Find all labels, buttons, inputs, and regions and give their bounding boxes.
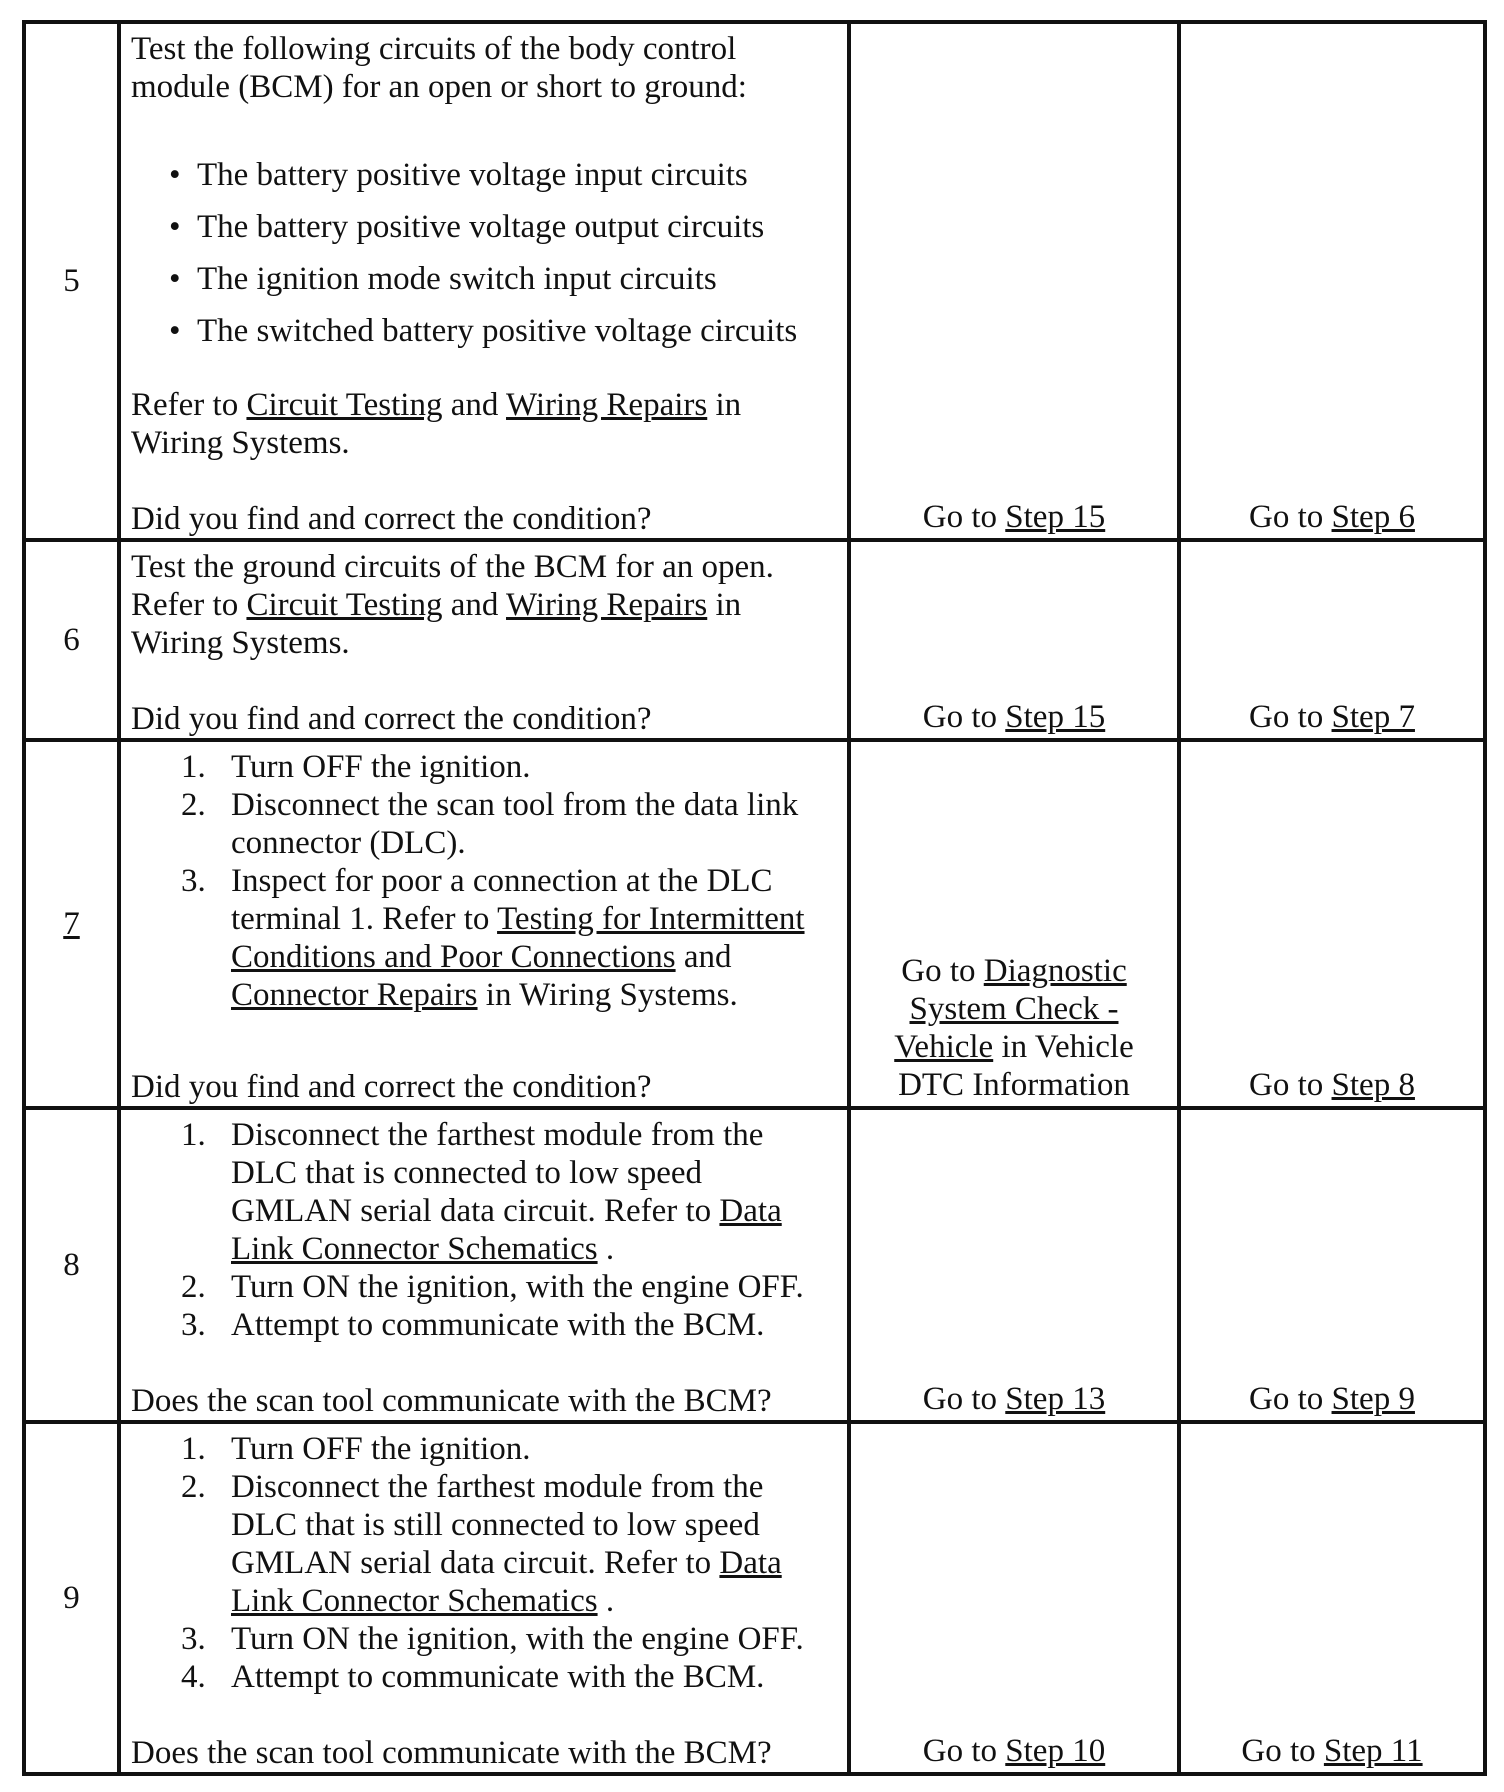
step-number xyxy=(24,740,119,1108)
circuit-testing-link[interactable]: Circuit Testing xyxy=(246,587,443,623)
list-item: 1. Disconnect the farthest module from the DLC that is connected to low speed GMLAN serial data circuit. Refer to Data Link Connector Schematics . xyxy=(181,1117,782,1267)
table-row xyxy=(24,1108,1485,1422)
question-text: Did you find and correct the condition? xyxy=(131,1069,652,1105)
yes-cell: Go to Diagnostic System Check - Vehicle in Vehicle DTC Information xyxy=(849,740,1179,1108)
diagnostic-table xyxy=(22,20,1487,1776)
step-number xyxy=(24,1108,119,1422)
procedure-list xyxy=(131,748,839,1014)
data-link-connector-link[interactable]: Data xyxy=(719,1545,782,1581)
instruction-text: module (BCM) for an open or short to ground: xyxy=(131,69,747,105)
list-item: 2. Turn ON the ignition, with the engine OFF. xyxy=(181,1269,804,1305)
yes-cell: Go to Step 10 xyxy=(849,1422,1179,1774)
instruction-text: Test the ground circuits of the BCM for an open. xyxy=(131,549,774,585)
no-cell: Go to Step 9 xyxy=(1179,1108,1485,1422)
circuit-testing-link[interactable]: Circuit Testing xyxy=(246,387,443,423)
no-cell: Go to Step 11 xyxy=(1179,1422,1485,1774)
list-item: • The switched battery positive voltage circuits xyxy=(169,313,798,349)
intermittent-conditions-link[interactable]: Testing for Intermittent xyxy=(497,901,805,937)
circuit-list xyxy=(131,156,839,350)
question-text: Did you find and correct the condition? xyxy=(131,501,652,537)
table-row xyxy=(24,540,1485,740)
list-item: 2. Disconnect the farthest module from the DLC that is still connected to low speed GMLAN serial data circuit. Refer to Data Link Connector Schematics . xyxy=(181,1469,782,1619)
step-number xyxy=(24,540,119,740)
step-6-link[interactable]: Step 6 xyxy=(1331,499,1415,535)
wiring-repairs-link[interactable]: Wiring Repairs xyxy=(506,587,708,623)
refer-text: Refer to Circuit Testing and Wiring Repairs in xyxy=(131,587,742,623)
action-cell xyxy=(119,740,849,1108)
list-item: 3. Attempt to communicate with the BCM. xyxy=(181,1307,765,1343)
wiring-repairs-link[interactable]: Wiring Repairs xyxy=(506,387,708,423)
table-row xyxy=(24,22,1485,540)
data-link-connector-link[interactable]: Data xyxy=(719,1193,782,1229)
list-item: • The battery positive voltage input circuits xyxy=(169,157,748,193)
step-15-link[interactable]: Step 15 xyxy=(1005,499,1106,535)
procedure-list xyxy=(131,1116,839,1344)
question-text: Did you find and correct the condition? xyxy=(131,701,652,737)
step-9-link[interactable]: Step 9 xyxy=(1331,1381,1415,1417)
refer-text: Wiring Systems. xyxy=(131,425,350,461)
list-item: 1. Turn OFF the ignition. xyxy=(181,749,531,785)
procedure-list xyxy=(131,1430,839,1696)
step-15-link[interactable]: Step 15 xyxy=(1005,699,1106,735)
step-number-text: 8 xyxy=(63,1247,80,1283)
list-item: 3. Turn ON the ignition, with the engine OFF. xyxy=(181,1621,804,1657)
refer-text: Wiring Systems. xyxy=(131,625,350,661)
yes-cell: Go to Step 15 xyxy=(849,540,1179,740)
step-7-link[interactable]: 7 xyxy=(63,906,80,942)
step-7-link[interactable]: Step 7 xyxy=(1331,699,1415,735)
bullet-icon: • xyxy=(169,313,181,349)
diagnostic-system-check-link-cont[interactable]: System Check - xyxy=(909,991,1119,1027)
table-row xyxy=(24,740,1485,1108)
step-number-text: 9 xyxy=(63,1580,80,1616)
action-cell xyxy=(119,1108,849,1422)
question-text: Does the scan tool communicate with the BCM? xyxy=(131,1735,772,1771)
refer-text: Refer to Circuit Testing and Wiring Repairs in xyxy=(131,387,742,423)
step-number-text: 6 xyxy=(63,622,80,658)
action-cell xyxy=(119,22,849,540)
data-link-connector-link-cont[interactable]: Link Connector Schematics xyxy=(231,1231,598,1267)
list-item: 4. Attempt to communicate with the BCM. xyxy=(181,1659,765,1695)
diagnostic-system-check-link[interactable]: Diagnostic xyxy=(983,953,1127,989)
list-item: 2. Disconnect the scan tool from the data link connector (DLC). xyxy=(181,787,799,861)
yes-cell: Go to Step 15 xyxy=(849,22,1179,540)
step-number xyxy=(24,1422,119,1774)
step-13-link[interactable]: Step 13 xyxy=(1005,1381,1106,1417)
question-text: Does the scan tool communicate with the BCM? xyxy=(131,1383,772,1419)
list-item: 3. Inspect for poor a connection at the DLC terminal 1. Refer to Testing for Intermittent Conditions and Poor Connections and Connector Repairs in Wiring Systems. xyxy=(181,863,805,1013)
action-cell xyxy=(119,1422,849,1774)
step-10-link[interactable]: Step 10 xyxy=(1005,1733,1106,1769)
step-number-text: 5 xyxy=(63,263,80,299)
diagnostic-system-check-link-end[interactable]: Vehicle xyxy=(894,1029,994,1065)
intermittent-conditions-link-cont[interactable]: Conditions and Poor Connections xyxy=(231,939,676,975)
step-8-link[interactable]: Step 8 xyxy=(1331,1067,1415,1103)
action-cell xyxy=(119,540,849,740)
step-number xyxy=(24,22,119,540)
no-cell: Go to Step 7 xyxy=(1179,540,1485,740)
bullet-icon: • xyxy=(169,261,181,297)
list-item: • The battery positive voltage output circuits xyxy=(169,209,765,245)
yes-cell: Go to Step 13 xyxy=(849,1108,1179,1422)
list-item: 1. Turn OFF the ignition. xyxy=(181,1431,531,1467)
no-cell: Go to Step 8 xyxy=(1179,740,1485,1108)
bullet-icon: • xyxy=(169,157,181,193)
bullet-icon: • xyxy=(169,209,181,245)
data-link-connector-link-cont[interactable]: Link Connector Schematics xyxy=(231,1583,598,1619)
list-item: • The ignition mode switch input circuits xyxy=(169,261,717,297)
table-row xyxy=(24,1422,1485,1774)
instruction-text: Test the following circuits of the body control xyxy=(131,31,737,67)
no-cell: Go to Step 6 xyxy=(1179,22,1485,540)
step-11-link[interactable]: Step 11 xyxy=(1323,1733,1423,1769)
connector-repairs-link[interactable]: Connector Repairs xyxy=(231,977,478,1013)
